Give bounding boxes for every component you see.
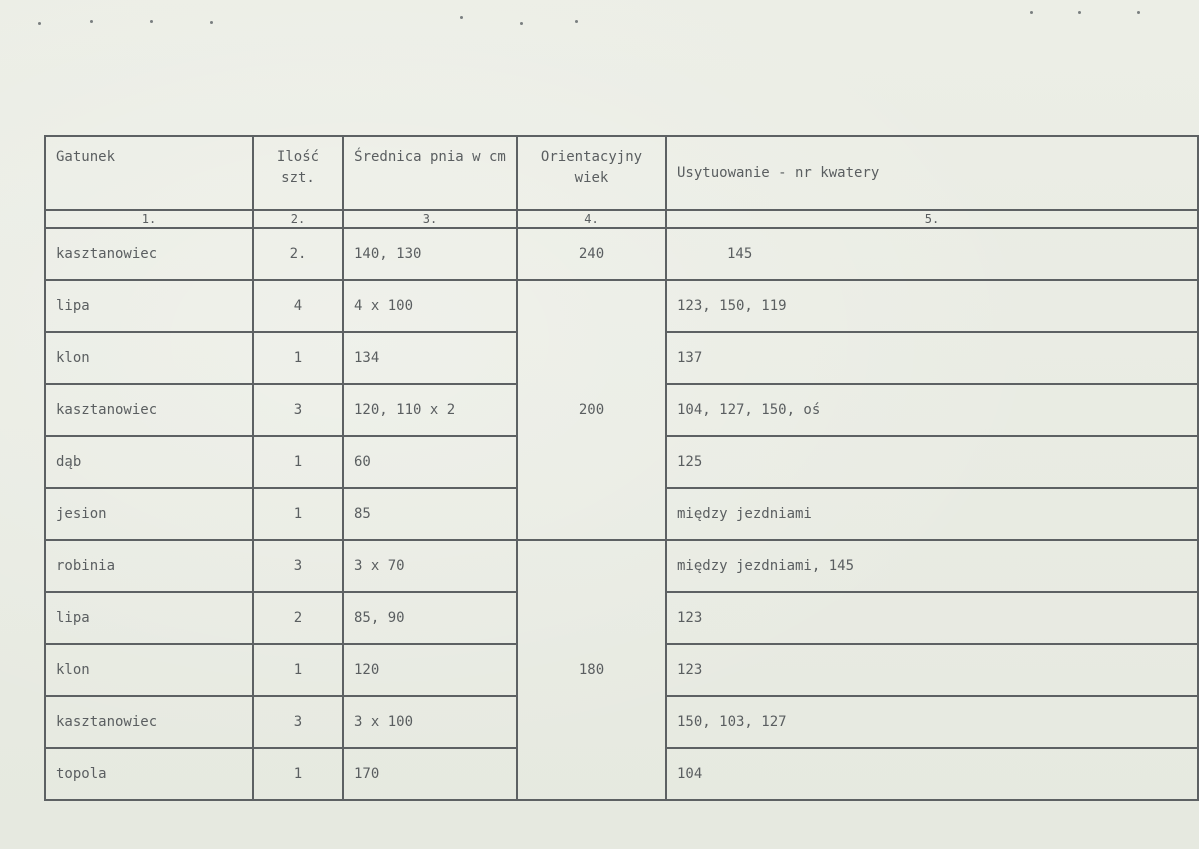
header-row — [45, 136, 1198, 210]
table-row — [45, 228, 1198, 280]
cell-diameter: 60 — [343, 436, 517, 488]
cell-species: kasztanowiec — [45, 696, 253, 748]
speck-mark — [210, 21, 213, 24]
cell-count: 4 — [253, 280, 343, 332]
cell-location: 123, 150, 119 — [666, 280, 1198, 332]
cell-diameter: 3 x 70 — [343, 540, 517, 592]
cell-species: dąb — [45, 436, 253, 488]
speck-mark — [150, 20, 153, 23]
speck-mark — [460, 16, 463, 19]
table-row — [45, 540, 1198, 592]
cell-species: lipa — [45, 592, 253, 644]
speck-mark — [1078, 11, 1081, 14]
speck-mark — [1030, 11, 1033, 14]
cell-diameter: 3 x 100 — [343, 696, 517, 748]
column-number-row — [45, 210, 1198, 228]
cell-location: między jezdniami — [666, 488, 1198, 540]
header-diameter: Średnica pnia w cm — [343, 136, 517, 210]
speck-mark — [38, 22, 41, 25]
speck-mark — [90, 20, 93, 23]
cell-species: topola — [45, 748, 253, 800]
cell-age: 180 — [517, 540, 666, 800]
cell-diameter: 85, 90 — [343, 592, 517, 644]
cell-species: kasztanowiec — [45, 228, 253, 280]
header-location: Usytuowanie - nr kwatery — [666, 136, 1198, 210]
cell-count: 1 — [253, 488, 343, 540]
column-number: 4. — [517, 210, 666, 228]
cell-species: klon — [45, 332, 253, 384]
cell-location: 137 — [666, 332, 1198, 384]
tree-inventory-table — [44, 135, 1199, 801]
cell-location: 125 — [666, 436, 1198, 488]
cell-count: 2. — [253, 228, 343, 280]
column-number: 5. — [666, 210, 1198, 228]
cell-count: 1 — [253, 332, 343, 384]
cell-location: 104, 127, 150, oś — [666, 384, 1198, 436]
column-number: 3. — [343, 210, 517, 228]
speck-mark — [1137, 11, 1140, 14]
header-count: Ilość szt. — [253, 136, 343, 210]
speck-mark — [575, 20, 578, 23]
column-number: 1. — [45, 210, 253, 228]
cell-species: klon — [45, 644, 253, 696]
speck-mark — [520, 22, 523, 25]
cell-species: robinia — [45, 540, 253, 592]
cell-count: 3 — [253, 384, 343, 436]
cell-location: 145 — [666, 228, 1198, 280]
cell-location: między jezdniami, 145 — [666, 540, 1198, 592]
cell-species: jesion — [45, 488, 253, 540]
cell-location: 123 — [666, 592, 1198, 644]
cell-species: kasztanowiec — [45, 384, 253, 436]
cell-count: 1 — [253, 644, 343, 696]
cell-count: 1 — [253, 748, 343, 800]
cell-diameter: 170 — [343, 748, 517, 800]
cell-count: 3 — [253, 540, 343, 592]
cell-age: 200 — [517, 280, 666, 540]
header-species: Gatunek — [45, 136, 253, 210]
cell-age: 240 — [517, 228, 666, 280]
cell-diameter: 120, 110 x 2 — [343, 384, 517, 436]
header-age: Orientacyjny wiek — [517, 136, 666, 210]
cell-count: 2 — [253, 592, 343, 644]
cell-count: 1 — [253, 436, 343, 488]
cell-species: lipa — [45, 280, 253, 332]
cell-count: 3 — [253, 696, 343, 748]
column-number: 2. — [253, 210, 343, 228]
cell-diameter: 120 — [343, 644, 517, 696]
cell-diameter: 134 — [343, 332, 517, 384]
cell-location: 123 — [666, 644, 1198, 696]
cell-location: 104 — [666, 748, 1198, 800]
table-row — [45, 280, 1198, 332]
cell-location: 150, 103, 127 — [666, 696, 1198, 748]
cell-diameter: 4 x 100 — [343, 280, 517, 332]
cell-diameter: 140, 130 — [343, 228, 517, 280]
cell-diameter: 85 — [343, 488, 517, 540]
